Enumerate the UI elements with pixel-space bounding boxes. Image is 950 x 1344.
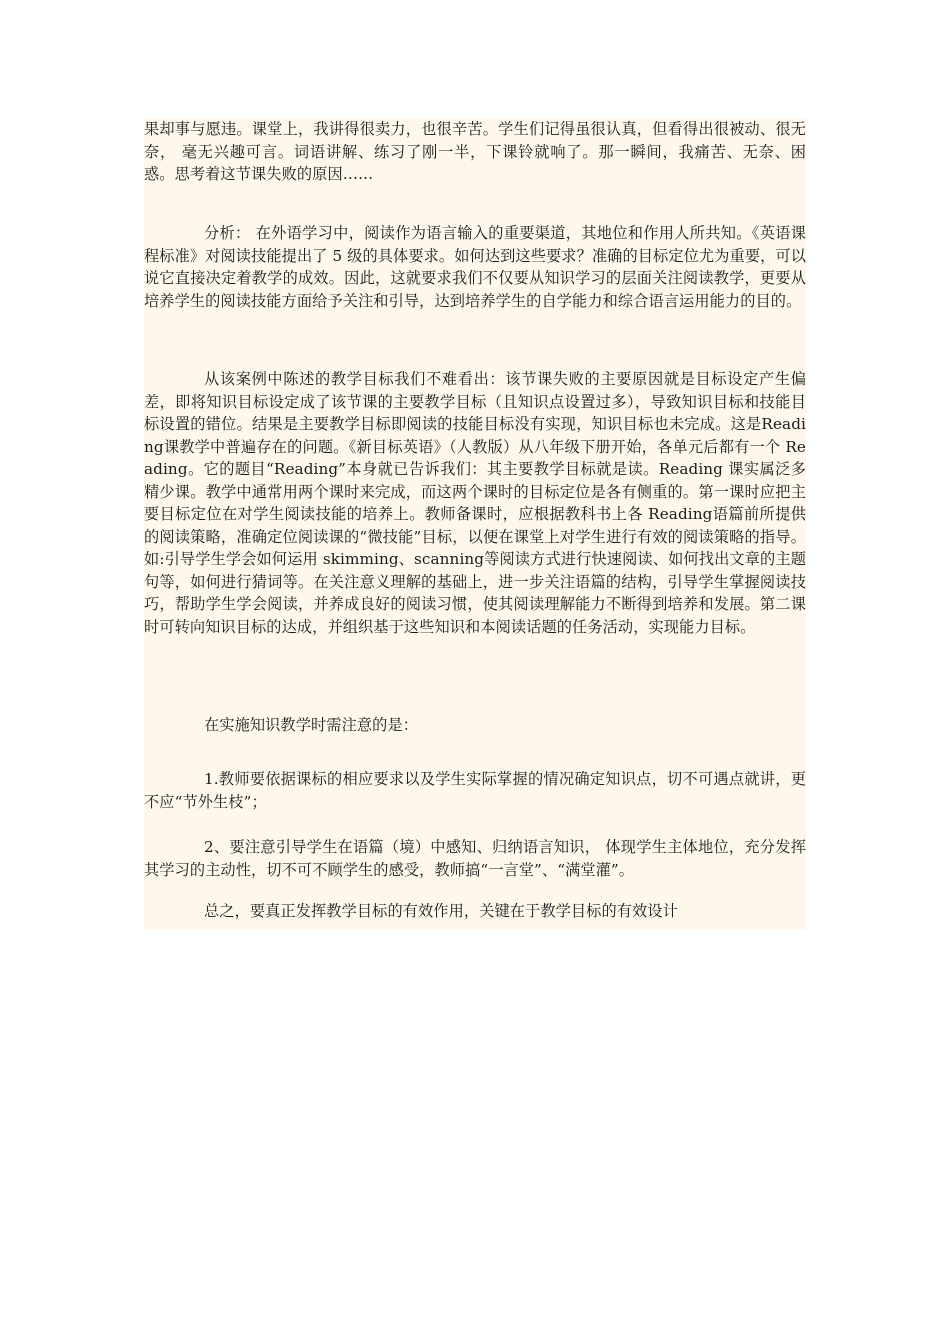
article-text-block bbox=[144, 118, 806, 930]
paragraph-notes-heading: 在实施知识教学时需注意的是： bbox=[204, 716, 419, 734]
paragraph-case-continuation: 果却事与愿违。课堂上，我讲得很卖力，也很辛苦。学生们记得虽很认真，但看得出很被动、很无奈， 毫无兴趣可言。词语讲解、练习了刚一半，下课铃就响了。那一瞬间，我痛苦、无奈、困惑。思考着这节课失败的原因…… bbox=[144, 120, 806, 183]
paragraph-analysis: 分析： 在外语学习中，阅读作为语言输入的重要渠道，其地位和作用人所共知。《英语课程标准》对阅读技能提出了 5 级的具体要求。如何达到这些要求？准确的目标定位尤为重要，可以说它直接决定着教学的成效。因此，这就要求我们不仅要从知识学习的层面关注阅读教学，更要从培养学生的阅读技能方面给予关注和引导，达到培养学生的自学能力和综合语言运用能力的目的。 bbox=[144, 224, 806, 310]
paragraph-conclusion: 总之，要真正发挥教学目标的有效作用，关键在于教学目标的有效设计 bbox=[204, 902, 678, 920]
paragraph-note-2: 2、要注意引导学生在语篇（境）中感知、归纳语言知识， 体现学生主体地位，充分发挥其学习的主动性，切不可不顾学生的感受，教师搞“一言堂”、“满堂灌”。 bbox=[144, 838, 806, 879]
paragraph-case-findings: 从该案例中陈述的教学目标我们不难看出：该节课失败的主要原因就是目标设定产生偏差，即将知识目标设定成了该节课的主要教学目标（且知识点设置过多），导致知识目标和技能目标设置的错位。结果是主要教学目标即阅读的技能目标没有实现，知识目标也未完成。这是Reading课教学中普遍存在的问题。《新目标英语》（人教版）从八年级下册开始，各单元后都有一个 Reading。它的题目“Reading”本身就已告诉我们：其主要教学目标就是读。Reading 课实属泛多精少课。教学中通常用两个课时来完成，而这两个课时的目标定位是各有侧重的。第一课时应把主要目标定位在对学生阅读技能的培养上。教师备课时，应根据教科书上各 Reading语篇前所提供的阅读策略，准确定位阅读课的“微技能”目标，以便在课堂上对学生进行有效的阅读策略的指导。如:引导学生学会如何运用 skimming、scanning等阅读方式进行快速阅读、如何找出文章的主题句等，如何进行猜词等。在关注意义理解的基础上，进一步关注语篇的结构，引导学生掌握阅读技巧，帮助学生学会阅读，并养成良好的阅读习惯，使其阅读理解能力不断得到培养和发展。第二课时可转向知识目标的达成，并组织基于这些知识和本阅读话题的任务活动，实现能力目标。 bbox=[144, 370, 806, 636]
paragraph-note-1: 1.教师要依据课标的相应要求以及学生实际掌握的情况确定知识点，切不可遇点就讲，更不应“节外生枝”； bbox=[144, 770, 806, 811]
